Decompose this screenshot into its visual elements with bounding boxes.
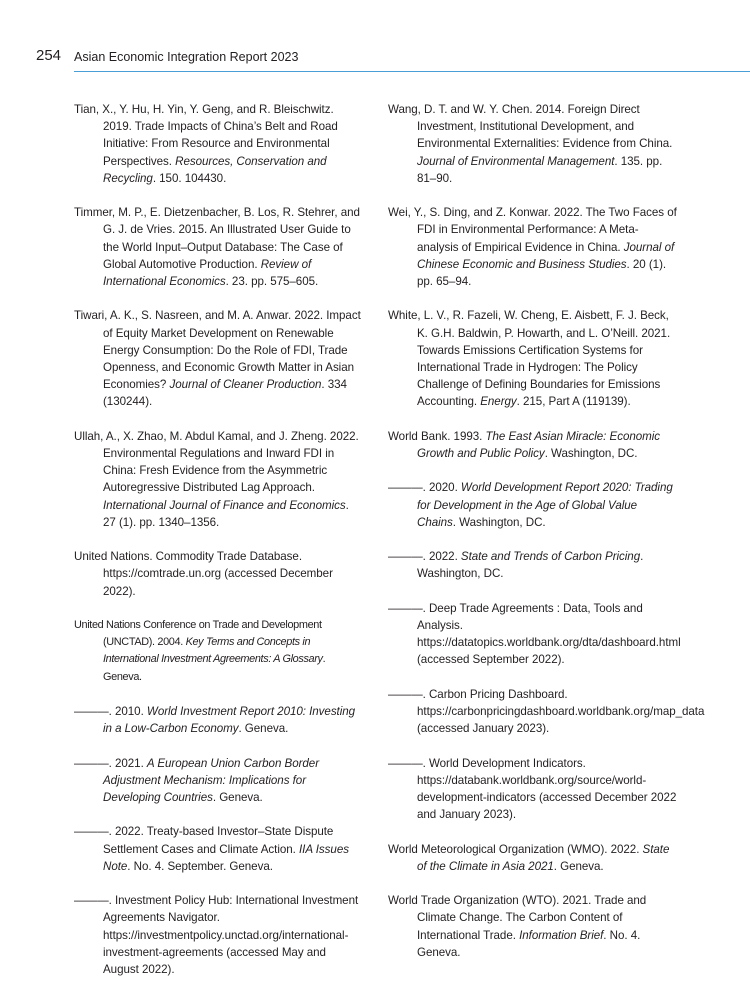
reference-text: . Geneva. — [238, 722, 289, 736]
reference-entry — [388, 548, 678, 582]
reference-italic-title: Review of International Economics — [103, 257, 312, 289]
reference-text: . 23. pp. 575–605. — [225, 275, 319, 289]
reference-text: . Washington, DC. — [417, 550, 644, 581]
reference-italic-title: Key Terms and Concepts in International Investment Agreements: A Glossary — [103, 636, 323, 666]
reference-entry — [388, 101, 678, 187]
reference-entry — [74, 548, 364, 600]
reference-entry — [388, 600, 681, 669]
reference-text: . 334 (130244). — [103, 378, 347, 409]
reference-text: ———. World Development Indicators. https://databank.worldbank.org/source/world-development-indicators (accessed December 2022 and January 2023). — [388, 756, 677, 822]
reference-text: Tian, X., Y. Hu, H. Yin, Y. Geng, and R. Bleischwitz. 2019. Trade Impacts of China’s Belt and Road Initiative: From Resource and Environmental Perspectives. — [74, 103, 338, 168]
reference-italic-title: Journal of Environmental Management — [417, 154, 615, 168]
reference-text: World Trade Organization (WTO). 2021. Trade and Climate Change. The Carbon Content of International Trade. — [388, 894, 647, 942]
reference-entry — [388, 755, 678, 824]
page-header — [0, 0, 750, 74]
reference-entry — [388, 204, 678, 290]
reference-text: . 150. 104430. — [152, 171, 227, 185]
reference-entry — [74, 307, 364, 410]
reference-text: ———. 2021. — [74, 756, 147, 770]
reference-italic-title: Information Brief — [519, 928, 604, 942]
reference-italic-title: A European Union Carbon Border Adjustment Mechanism: Implications for Developing Countries — [103, 756, 320, 805]
reference-italic-title: State of the Climate in Asia 2021 — [417, 842, 670, 873]
reference-text: . Washington, DC. — [452, 515, 546, 529]
reference-text: ———. 2010. — [74, 705, 147, 719]
reference-text: . No. 4. September. Geneva. — [127, 859, 273, 873]
reference-italic-title: International Journal of Finance and Economics — [103, 498, 346, 512]
reference-text: . Geneva. — [212, 791, 263, 805]
reference-entry — [388, 841, 678, 875]
reference-entry — [388, 428, 678, 462]
reference-text: Ullah, A., X. Zhao, M. Abdul Kamal, and J. Zheng. 2022. Environmental Regulations and Inward FDI in China: Fresh Evidence from the Asymmetric Autoregressive Distributed Lag Approach. — [74, 429, 359, 495]
reference-entry — [74, 617, 364, 686]
running-title: Asian Economic Integration Report 2023 — [74, 50, 299, 64]
reference-text: ———. 2020. — [388, 481, 461, 495]
reference-text: . 20 (1). pp. 65–94. — [417, 257, 667, 289]
reference-italic-title: Journal of Chinese Economic and Business Studies — [417, 240, 675, 271]
reference-text: Tiwari, A. K., S. Nasreen, and M. A. Anwar. 2022. Impact of Equity Market Development on Renewable Energy Consumption: Do the Role of FDI, Trade Openness, and Economic Growth Matter in Asian Economies? — [74, 309, 361, 392]
reference-text: White, L. V., R. Fazeli, W. Cheng, E. Aisbett, F. J. Beck, K. G.H. Baldwin, P. Howarth, and L. O’Neill. 2021. Towards Emissions Certification Systems for International Trade in Hydrogen: The Policy Challenge of Defining Boundaries for Emissions Accounting. — [388, 309, 671, 409]
reference-text: ———. Investment Policy Hub: International Investment Agreements Navigator. https://investmentpolicy.unctad.org/international-investment-agreements (accessed May and August 2022). — [74, 894, 359, 977]
reference-entry — [74, 703, 364, 737]
reference-text: ———. 2022. Treaty-based Investor–State Dispute Settlement Cases and Climate Action. — [74, 825, 334, 856]
reference-entry — [388, 686, 705, 738]
reference-text: United Nations. Commodity Trade Database. https://comtrade.un.org (accessed December 2022). — [74, 550, 333, 598]
reference-text: . Geneva. — [103, 653, 326, 683]
reference-italic-title: Journal of Cleaner Production — [169, 378, 322, 392]
reference-text: . No. 4. Geneva. — [417, 928, 641, 959]
reference-entry — [74, 755, 364, 807]
reference-text: World Bank. 1993. — [388, 429, 486, 443]
reference-entry — [74, 823, 364, 875]
reference-text: Timmer, M. P., E. Dietzenbacher, B. Los, R. Stehrer, and G. J. de Vries. 2015. An Illustrated User Guide to the World Input–Output Database: The Case of Global Automotive Production. — [74, 206, 360, 271]
reference-italic-title: The East Asian Miracle: Economic Growth and Public Policy — [417, 429, 661, 461]
reference-italic-title: World Investment Report 2010: Investing in a Low-Carbon Economy — [103, 705, 356, 736]
reference-text: ———. Deep Trade Agreements : Data, Tools and Analysis. https://datatopics.worldbank.org/dta/dashboard.html (accessed September 2022). — [388, 601, 681, 667]
reference-italic-title: IIA Issues Note — [103, 842, 349, 873]
header-rule — [74, 71, 750, 72]
reference-text: . Geneva. — [553, 859, 604, 873]
reference-text: ———. 2022. — [388, 550, 461, 564]
reference-text: . 215, Part A (119139). — [516, 395, 631, 409]
reference-text: . 135. pp. 81–90. — [417, 154, 663, 185]
reference-entry — [74, 204, 364, 290]
references-right-column — [388, 101, 705, 978]
reference-entry — [74, 428, 364, 531]
reference-text: World Meteorological Organization (WMO). 2022. — [388, 842, 643, 856]
reference-text: ———. Carbon Pricing Dashboard. https://carbonpricingdashboard.worldbank.org/map_data (accessed January 2023). — [388, 687, 705, 736]
reference-entry — [74, 892, 364, 978]
reference-italic-title: World Development Report 2020: Trading for Development in the Age of Global Value Chains — [417, 481, 673, 529]
reference-italic-title: State and Trends of Carbon Pricing — [460, 550, 641, 564]
reference-text: United Nations Conference on Trade and Development (UNCTAD). 2004. — [74, 619, 322, 649]
reference-entry — [388, 307, 678, 410]
page-number: 254 — [36, 47, 62, 64]
reference-entry — [388, 892, 678, 961]
reference-text: . Washington, DC. — [544, 447, 638, 461]
reference-italic-title: Energy — [480, 395, 517, 409]
reference-entry — [74, 101, 364, 187]
reference-italic-title: Resources, Conservation and Recycling — [103, 154, 327, 185]
reference-text: Wang, D. T. and W. Y. Chen. 2014. Foreign Direct Investment, Institutional Development, and Environmental Externalities: Evidence from China. — [388, 103, 673, 151]
reference-text: Wei, Y., S. Ding, and Z. Konwar. 2022. The Two Faces of FDI in Environmental Performance: A Meta-analysis of Empirical Evidence in China. — [388, 206, 677, 254]
reference-text: . 27 (1). pp. 1340–1356. — [103, 498, 349, 529]
references-left-column — [74, 101, 364, 995]
reference-entry — [388, 479, 678, 531]
